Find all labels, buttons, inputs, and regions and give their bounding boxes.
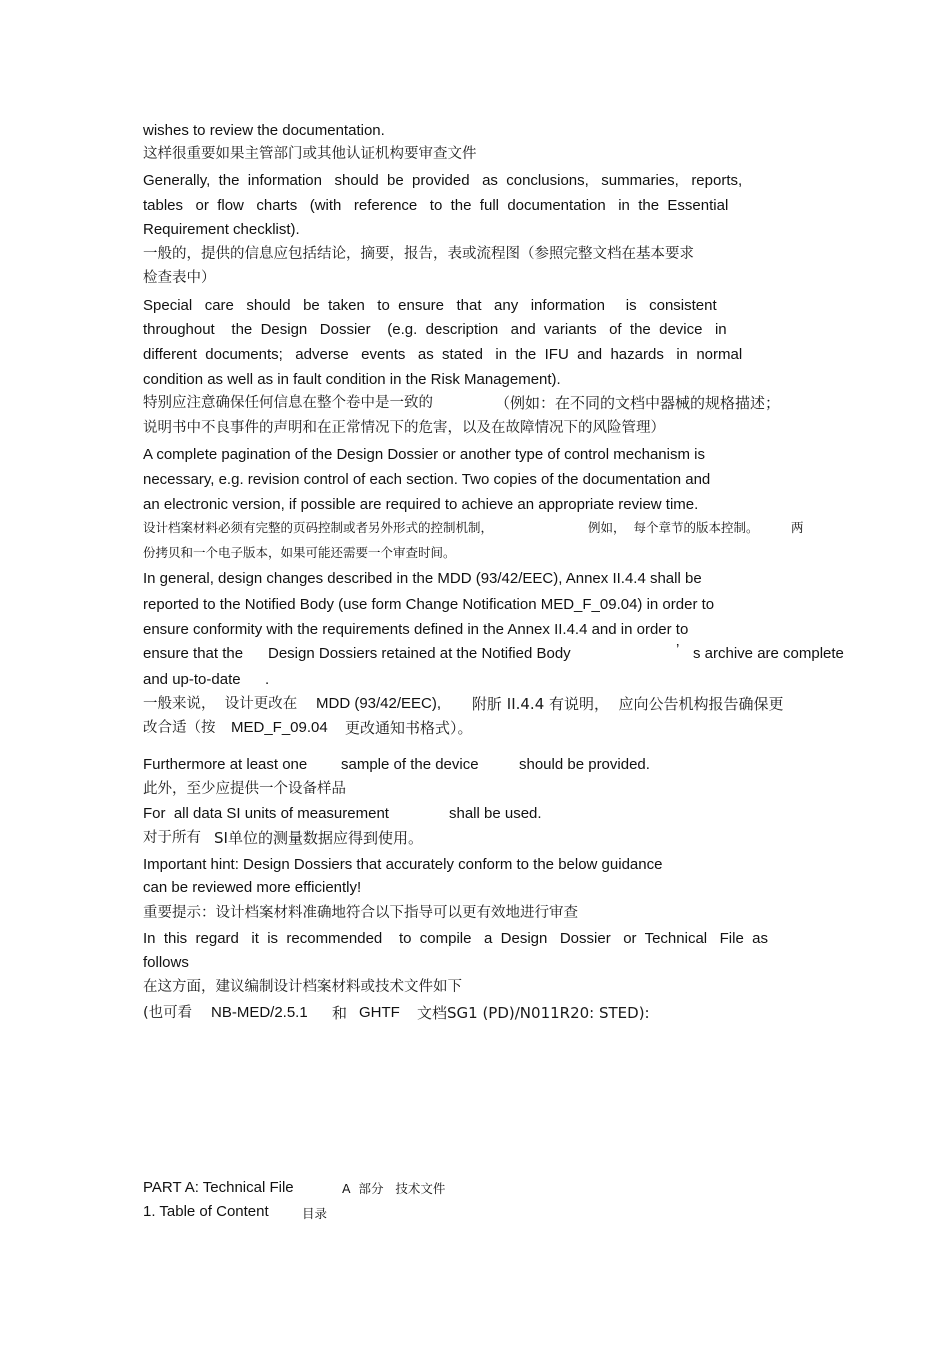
section-heading-zh: 目录 [302, 1206, 328, 1221]
text-line: Important hint: Design Dossiers that accurately conform to the below guidance [143, 856, 663, 873]
text-line: In this regard it is recommended to compile a Design Dossier or Technical File as [143, 930, 768, 947]
text-line-zh: 这样很重要如果主管部门或其他认证机构要审查文件 [143, 146, 477, 162]
text-line: follows [143, 954, 189, 971]
text-line: Generally, the information should be provided as conclusions, summaries, reports, [143, 172, 743, 189]
text-line-zh: 文档SG1 (PD)/N011R20: STED): [417, 1004, 650, 1022]
section-heading: 1. Table of Content [143, 1203, 269, 1220]
text-line: Requirement checklist). [143, 221, 300, 238]
text-line-zh: 设计档案材料必须有完整的页码控制或者另外形式的控制机制， [143, 520, 494, 535]
text-line-zh: 和 [332, 1004, 348, 1022]
text-line: should be provided. [519, 756, 650, 773]
text-line-zh: 两 [791, 520, 804, 535]
text-line: Special care should be taken to ensure that any information is consistent [143, 297, 717, 314]
text-line: wishes to review the documentation. [143, 122, 385, 139]
text-line: Design Dossiers retained at the Notified Body [268, 645, 571, 662]
text-line: GHTF [359, 1004, 400, 1021]
text-line: A complete pagination of the Design Dossier or another type of control mechanism is [143, 446, 705, 463]
text-line-zh: (也可看 [143, 1005, 193, 1021]
text-line: sample of the device [341, 756, 479, 773]
text-line-zh: SI单位的测量数据应得到使用。 [214, 829, 423, 847]
text-line-zh: 一般来说， 设计更改在 [143, 696, 298, 712]
text-line-zh: （例如：在不同的文档中器械的规格描述； [495, 394, 781, 412]
text-line-zh: 重要提示：设计档案材料准确地符合以下指导可以更有效地进行审查 [143, 905, 578, 921]
text-line: . [265, 671, 270, 688]
text-line: an electronic version, if possible are required to achieve an appropriate review time. [143, 496, 699, 513]
text-line: MDD (93/42/EEC), [316, 695, 442, 712]
text-line: ensure conformity with the requirements defined in the Annex II.4.4 and in order to [143, 621, 689, 638]
text-line-zh: 在这方面，建议编制设计档案材料或技术文件如下 [143, 979, 462, 995]
text-line: and up-to-date [143, 671, 241, 688]
text-line: throughout the Design Dossier (e.g. description and variants of the device in [143, 321, 727, 338]
text-line-zh: 说明书中不良事件的声明和在正常情况下的危害，以及在故障情况下的风险管理） [143, 420, 665, 436]
text-line-zh: 对于所有 [143, 830, 201, 846]
section-heading: PART A: Technical File [143, 1179, 294, 1196]
text-line: different documents; adverse events as stated in the IFU and hazards in normal [143, 346, 743, 363]
text-line: can be reviewed more efficiently! [143, 879, 362, 896]
text-line: condition as well as in fault condition in the Risk Management). [143, 371, 561, 388]
text-line: s archive are complete [693, 645, 844, 662]
section-heading-zh: A 部分 技术文件 [342, 1181, 446, 1196]
text-line: NB-MED/2.5.1 [211, 1004, 308, 1021]
text-line-zh: 附肵 II.4.4 有说明， 应向公告机构报告确保更 [472, 695, 784, 713]
text-line: tables or flow charts (with reference to the full documentation in the Essential [143, 197, 729, 214]
text-line: shall be used. [449, 805, 542, 822]
text-line: In general, design changes described in the MDD (93/42/EEC), Annex II.4.4 shall be [143, 570, 702, 587]
text-line-zh: 一般的，提供的信息应包括结论，摘要，报告，表或流程图（参照完整文档在基本要求 [143, 246, 694, 262]
text-line-zh: 检查表中） [143, 270, 216, 286]
text-line: ensure that the [143, 645, 244, 662]
text-line-zh: 此外，至少应提供一个设备样品 [143, 781, 346, 797]
text-line-zh: 份拷贝和一个电子版本，如果可能还需要一个审查时间。 [143, 545, 456, 560]
text-line-zh: 更改通知书格式）。 [345, 719, 473, 737]
text-line: ’ [676, 641, 680, 658]
text-line: reported to the Notified Body (use form Change Notification MED_F_09.04) in order to [143, 596, 715, 613]
text-line-zh: 特别应注意确保任何信息在整个卷中是一致的 [143, 395, 433, 411]
text-line: MED_F_09.04 [231, 719, 328, 736]
text-line: Furthermore at least one [143, 756, 308, 773]
text-line: For all data SI units of measurement [143, 805, 389, 822]
text-line-zh: 改合适（按 [143, 720, 216, 736]
text-line: necessary, e.g. revision control of each section. Two copies of the documentation and [143, 471, 711, 488]
text-line-zh: 例如， 每个章节的版本控制。 [588, 520, 759, 535]
